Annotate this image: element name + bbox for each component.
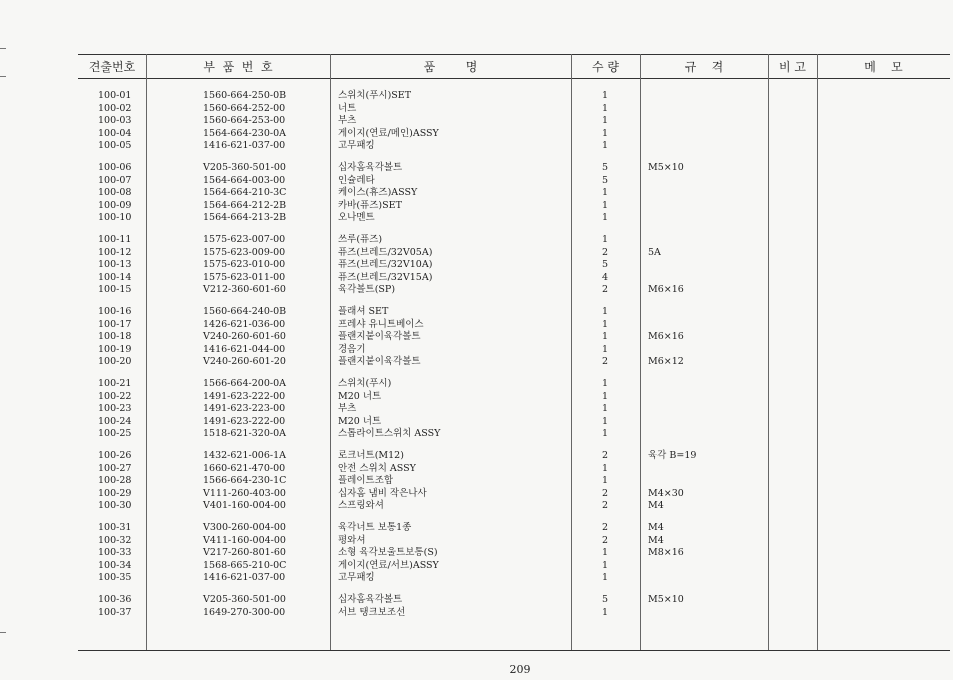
row-name: 스프링와셔 <box>338 500 384 511</box>
row-qty: 1 <box>602 475 609 486</box>
row-name: 부츠 <box>338 403 357 414</box>
row-spec: M6×16 <box>648 331 684 342</box>
row-no: 100-37 <box>98 606 132 618</box>
row-part-no: 1491-623-223-00 <box>203 403 286 414</box>
column-divider <box>640 54 641 650</box>
row-part-no: 1649-270-300-00 <box>203 606 286 618</box>
margin-mark <box>0 632 6 633</box>
row-part-no: 1560-664-253-00 <box>203 115 286 126</box>
row-spec: M5×10 <box>648 594 684 605</box>
row-name: 스위치(푸시)SET <box>338 90 412 101</box>
row-qty: 4 <box>602 271 609 283</box>
row-spec: M8×16 <box>648 547 684 558</box>
row-qty: 1 <box>602 462 609 474</box>
row-part-no: V411-160-004-00 <box>203 534 286 546</box>
row-qty: 1 <box>602 234 609 245</box>
table-bottom-rule <box>78 650 950 651</box>
row-part-no: 1560-664-252-00 <box>203 102 286 114</box>
row-no: 100-22 <box>98 390 132 402</box>
row-qty: 2 <box>602 534 609 546</box>
row-no: 100-19 <box>98 343 132 355</box>
row-name: 십자홈 냄비 작은나사 <box>338 487 427 499</box>
row-qty: 1 <box>602 572 609 583</box>
column-divider <box>768 54 769 650</box>
row-no: 100-06 <box>98 162 132 173</box>
row-spec: 5A <box>648 246 661 258</box>
row-qty: 2 <box>602 500 609 511</box>
row-spec: M4×30 <box>648 487 684 499</box>
row-name: 오나멘트 <box>338 212 375 223</box>
row-part-no: V212-360-601-60 <box>203 284 286 295</box>
column-divider <box>330 54 331 650</box>
row-qty: 1 <box>602 102 609 114</box>
table-top-rule <box>78 54 950 55</box>
row-part-no: 1575-623-010-00 <box>203 259 286 270</box>
column-divider <box>146 54 147 650</box>
row-part-no: 1568-665-210-0C <box>203 559 287 571</box>
row-no: 100-24 <box>98 415 132 427</box>
row-no: 100-21 <box>98 378 132 389</box>
row-spec: 육각 B=19 <box>648 450 697 461</box>
row-part-no: 1491-623-222-00 <box>203 415 286 427</box>
header-part-no: 부 품 번 호 <box>203 60 273 74</box>
row-no: 100-27 <box>98 462 132 474</box>
row-part-no: V205-360-501-00 <box>203 594 286 605</box>
row-part-no: 1560-664-240-0B <box>203 306 287 317</box>
row-qty: 1 <box>602 90 609 101</box>
row-spec: M4 <box>648 534 664 546</box>
row-no: 100-26 <box>98 450 132 461</box>
row-part-no: 1416-621-037-00 <box>203 140 286 151</box>
row-qty: 1 <box>602 212 609 223</box>
row-part-no: 1491-623-222-00 <box>203 390 286 402</box>
row-part-no: V111-260-403-00 <box>203 487 286 499</box>
row-part-no: 1416-621-037-00 <box>203 572 286 583</box>
row-qty: 1 <box>602 606 609 618</box>
header-no: 견출번호 <box>88 60 136 74</box>
row-name: 경음기 <box>338 343 366 355</box>
row-qty: 1 <box>602 115 609 126</box>
row-part-no: 1575-623-009-00 <box>203 246 286 258</box>
row-no: 100-18 <box>98 331 132 342</box>
row-name: 쓰루(퓨즈) <box>338 234 383 245</box>
row-spec: M4 <box>648 522 664 533</box>
row-name: 로크너트(M12) <box>338 450 404 461</box>
row-name: 게이지(연료/서브)ASSY <box>338 559 439 571</box>
row-no: 100-01 <box>98 90 132 101</box>
row-qty: 2 <box>602 522 609 533</box>
row-part-no: V217-260-801-60 <box>203 547 286 558</box>
row-qty: 1 <box>602 306 609 317</box>
row-spec: M6×16 <box>648 284 684 295</box>
row-no: 100-12 <box>98 246 132 258</box>
row-name: 카바(퓨즈)SET <box>338 199 402 211</box>
row-part-no: 1564-664-212-2B <box>203 199 287 211</box>
row-part-no: V300-260-004-00 <box>203 522 286 533</box>
row-name: 십자홈육각볼트 <box>338 594 403 605</box>
row-qty: 1 <box>602 547 609 558</box>
row-no: 100-28 <box>98 475 132 486</box>
row-name: 퓨즈(브레드/32V10A) <box>338 259 433 270</box>
row-no: 100-34 <box>98 559 132 571</box>
row-no: 100-31 <box>98 522 132 533</box>
header-qty: 수 량 <box>592 60 619 74</box>
row-no: 100-15 <box>98 284 132 295</box>
row-name: 십자홈육각볼트 <box>338 162 403 173</box>
row-name: 게이지(연료/메인)ASSY <box>338 127 439 139</box>
row-part-no: V240-260-601-60 <box>203 331 286 342</box>
row-part-no: 1518-621-320-0A <box>203 428 286 439</box>
row-qty: 2 <box>602 246 609 258</box>
row-part-no: V205-360-501-00 <box>203 162 286 173</box>
row-name: 평와셔 <box>338 534 366 546</box>
column-divider <box>571 54 572 650</box>
row-qty: 1 <box>602 199 609 211</box>
row-part-no: 1432-621-006-1A <box>203 450 286 461</box>
row-no: 100-07 <box>98 174 132 186</box>
row-part-no: 1566-664-200-0A <box>203 378 286 389</box>
row-qty: 5 <box>602 162 609 173</box>
row-no: 100-20 <box>98 356 132 367</box>
row-part-no: 1660-621-470-00 <box>203 462 286 474</box>
row-qty: 1 <box>602 331 609 342</box>
row-qty: 2 <box>602 356 609 367</box>
header-name: 품 명 <box>423 60 478 74</box>
row-spec: M6×12 <box>648 356 684 367</box>
row-no: 100-36 <box>98 594 132 605</box>
row-part-no: 1575-623-007-00 <box>203 234 286 245</box>
header-spec: 규 격 <box>684 60 724 74</box>
row-part-no: 1426-621-036-00 <box>203 318 286 330</box>
row-no: 100-23 <box>98 403 132 414</box>
row-part-no: 1566-664-230-1C <box>203 475 287 486</box>
row-name: 너트 <box>338 102 357 114</box>
row-name: 스위치(푸시) <box>338 378 392 389</box>
header-memo: 메 모 <box>864 60 903 74</box>
row-no: 100-03 <box>98 115 132 126</box>
row-no: 100-32 <box>98 534 132 546</box>
row-qty: 2 <box>602 450 609 461</box>
column-divider <box>817 54 818 650</box>
row-qty: 1 <box>602 187 609 198</box>
row-part-no: 1416-621-044-00 <box>203 343 286 355</box>
row-qty: 1 <box>602 390 609 402</box>
page-number: 209 <box>509 663 531 676</box>
row-part-no: 1564-664-213-2B <box>203 212 287 223</box>
row-name: 프레샤 유니트베이스 <box>338 318 424 330</box>
row-no: 100-30 <box>98 500 132 511</box>
row-no: 100-09 <box>98 199 132 211</box>
row-no: 100-33 <box>98 547 132 558</box>
row-qty: 1 <box>602 428 609 439</box>
row-name: 서브 탱크보조선 <box>338 606 406 618</box>
row-qty: 1 <box>602 378 609 389</box>
row-qty: 2 <box>602 284 609 295</box>
row-name: 고무패킹 <box>338 572 375 583</box>
row-no: 100-11 <box>98 234 132 245</box>
header-remark: 비 고 <box>779 60 806 74</box>
row-name: 케이스(휴즈)ASSY <box>338 187 418 198</box>
row-part-no: 1564-664-210-3C <box>203 187 287 198</box>
row-part-no: V240-260-601-20 <box>203 356 286 367</box>
row-no: 100-29 <box>98 487 132 499</box>
margin-mark <box>0 76 6 77</box>
row-name: 플랜지붙이육각볼트 <box>338 356 421 367</box>
row-name: M20 너트 <box>338 415 382 427</box>
row-qty: 1 <box>602 559 609 571</box>
row-name: 플래셔 SET <box>338 306 389 317</box>
row-name: 플랜지붙이육각볼트 <box>338 331 421 342</box>
row-name: 고무패킹 <box>338 140 375 151</box>
header-bottom-rule <box>78 78 950 79</box>
row-spec: M5×10 <box>648 162 684 173</box>
row-name: 소형 육각보울트보통(S) <box>338 547 438 558</box>
row-qty: 1 <box>602 127 609 139</box>
row-name: 퓨즈(브레드/32V05A) <box>338 246 433 258</box>
row-name: 육각볼트(SP) <box>338 284 396 295</box>
row-no: 100-13 <box>98 259 132 270</box>
row-part-no: 1560-664-250-0B <box>203 90 287 101</box>
row-name: M20 너트 <box>338 390 382 402</box>
row-qty: 5 <box>602 594 609 605</box>
row-name: 안전 스위치 ASSY <box>338 462 416 474</box>
row-qty: 1 <box>602 318 609 330</box>
row-name: 부츠 <box>338 115 357 126</box>
row-part-no: 1575-623-011-00 <box>203 271 286 283</box>
row-qty: 1 <box>602 140 609 151</box>
row-name: 플레이트조합 <box>338 475 394 486</box>
row-no: 100-05 <box>98 140 132 151</box>
row-no: 100-16 <box>98 306 132 317</box>
row-qty: 5 <box>602 259 609 270</box>
row-qty: 2 <box>602 487 609 499</box>
row-name: 육각너트 보통1종 <box>338 522 412 533</box>
row-spec: M4 <box>648 500 664 511</box>
row-part-no: 1564-664-003-00 <box>203 174 286 186</box>
row-no: 100-08 <box>98 187 132 198</box>
row-qty: 1 <box>602 415 609 427</box>
row-no: 100-04 <box>98 127 132 139</box>
row-no: 100-02 <box>98 102 132 114</box>
row-qty: 1 <box>602 343 609 355</box>
row-no: 100-10 <box>98 212 132 223</box>
row-name: 스톱라이트스위치 ASSY <box>338 428 441 439</box>
row-no: 100-14 <box>98 271 132 283</box>
row-qty: 1 <box>602 403 609 414</box>
row-name: 인슐레타 <box>338 174 375 186</box>
row-part-no: V401-160-004-00 <box>203 500 286 511</box>
row-name: 퓨즈(브레드/32V15A) <box>338 271 433 283</box>
row-no: 100-17 <box>98 318 132 330</box>
row-qty: 5 <box>602 174 609 186</box>
margin-mark <box>0 48 6 49</box>
row-no: 100-35 <box>98 572 132 583</box>
row-part-no: 1564-664-230-0A <box>203 127 286 139</box>
row-no: 100-25 <box>98 428 132 439</box>
